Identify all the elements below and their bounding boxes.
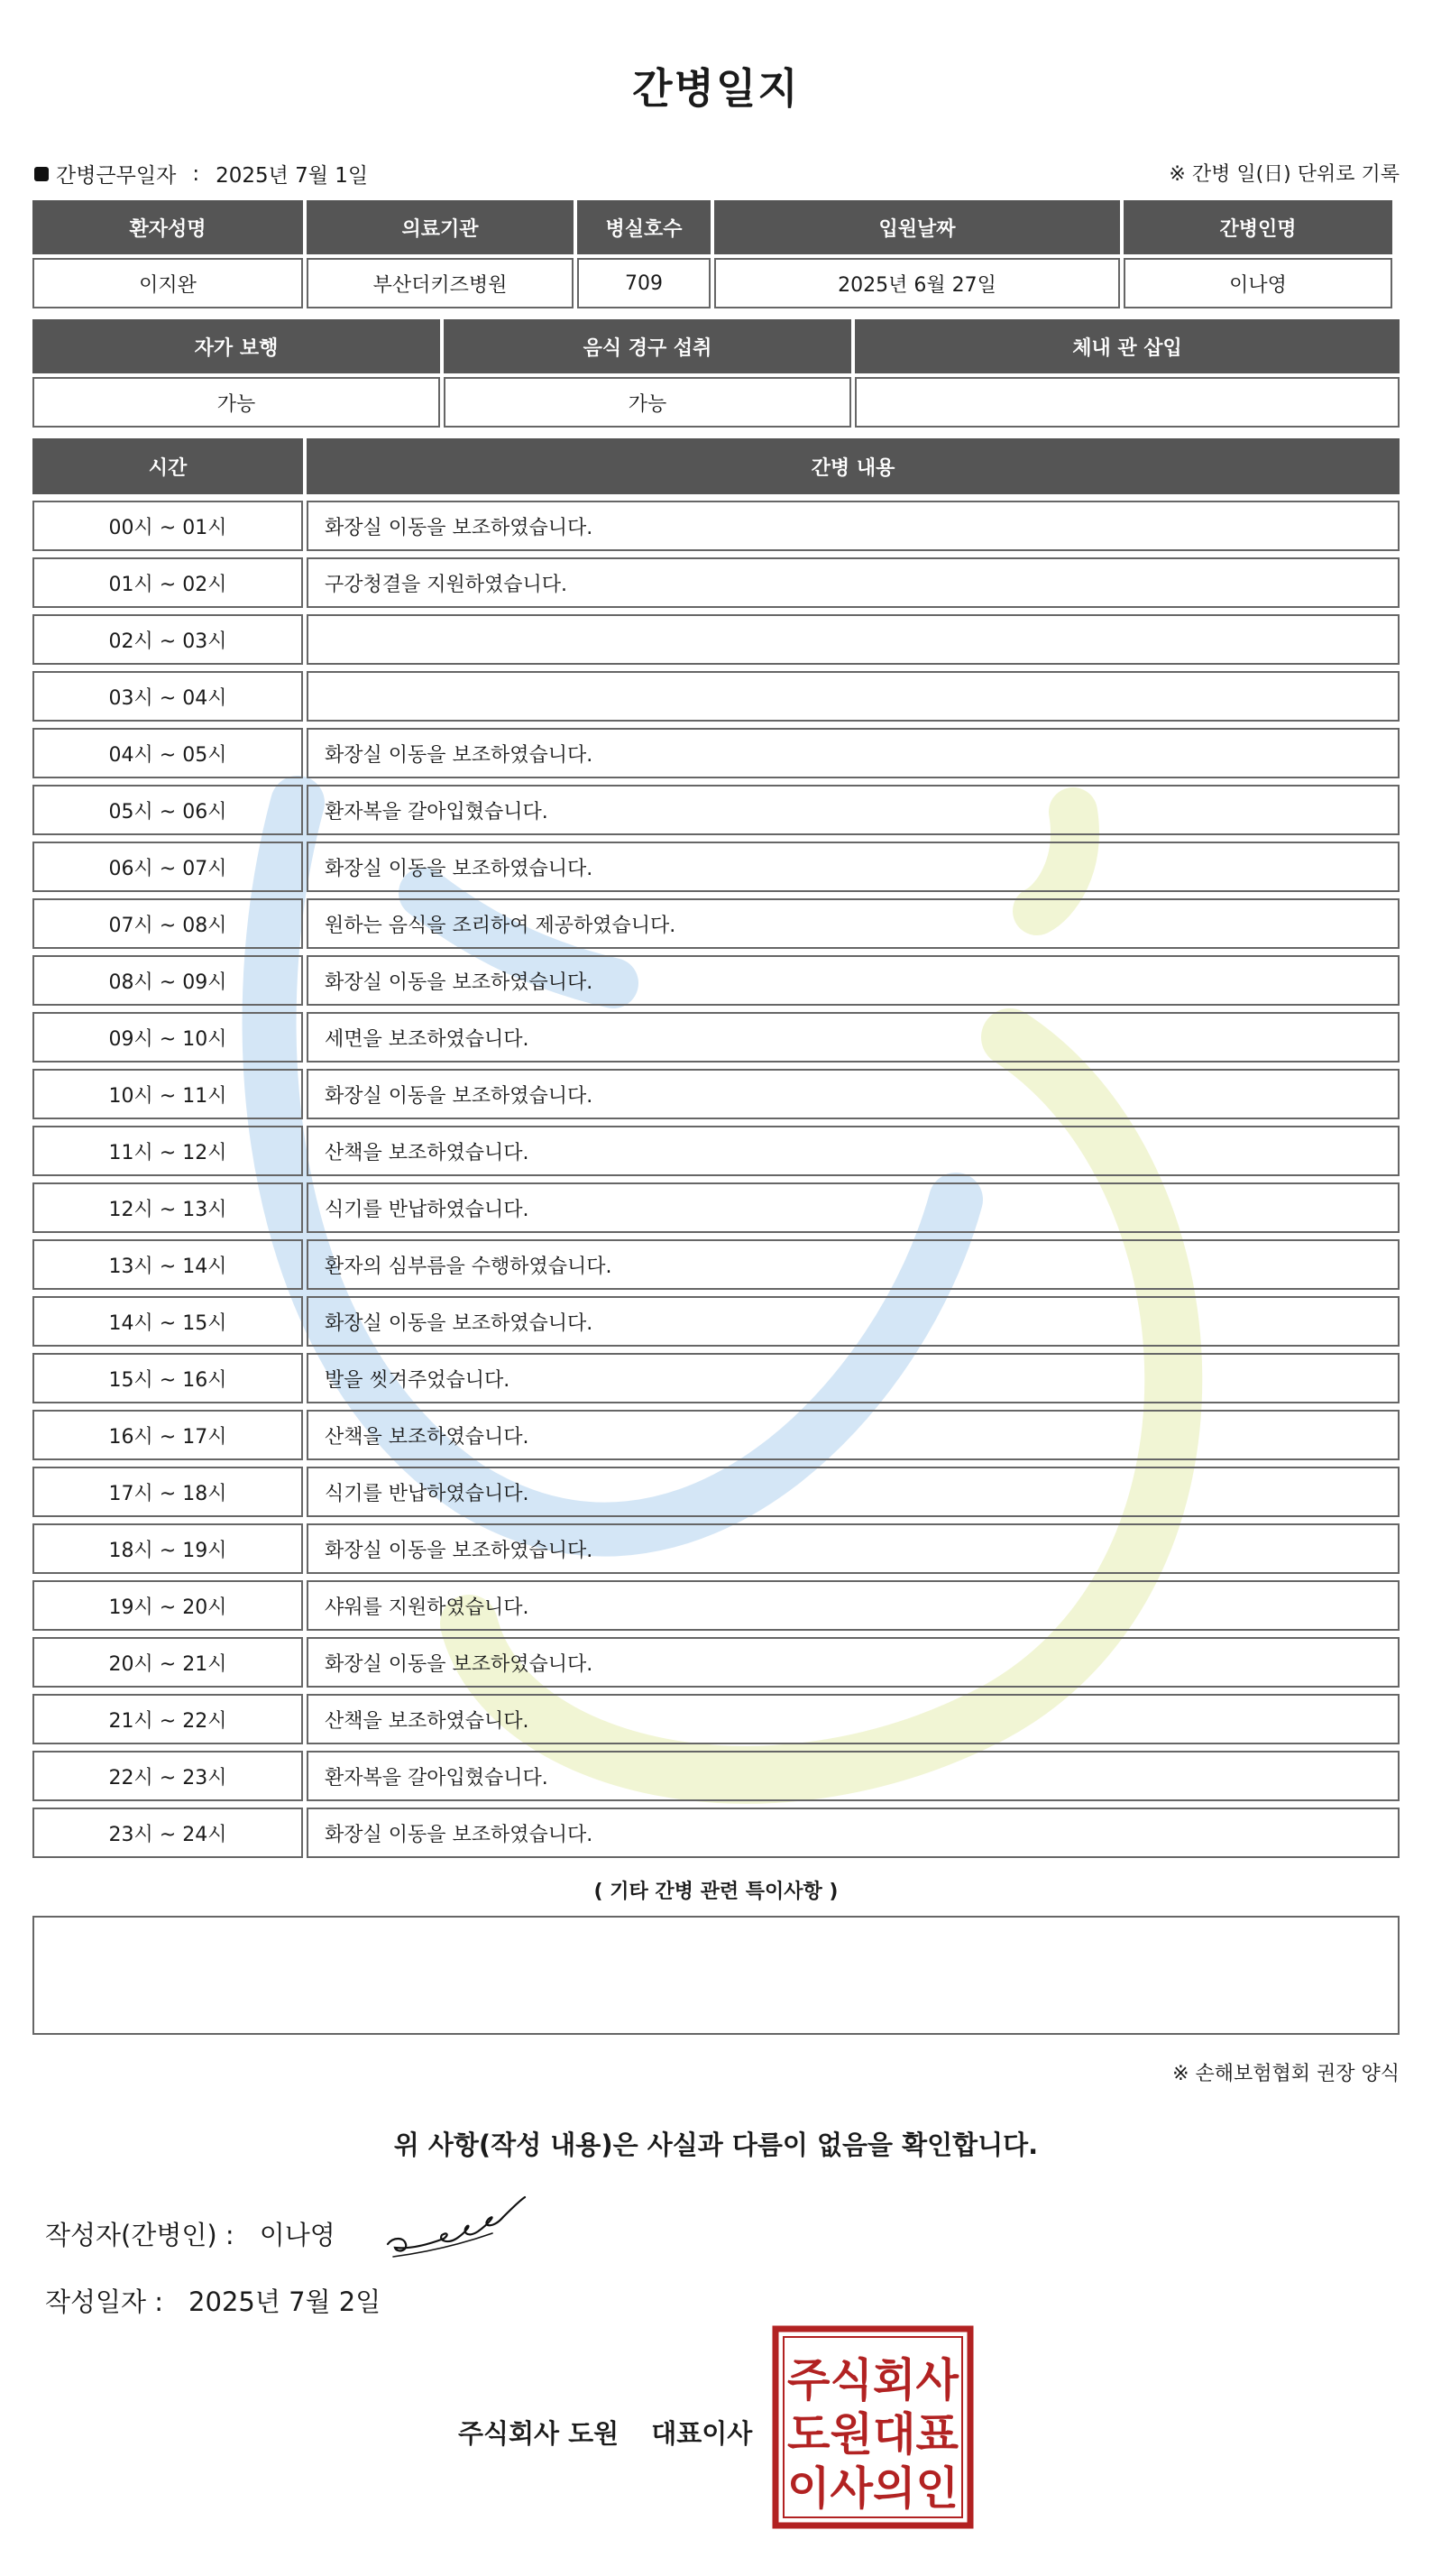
- log-content-cell: 화장실 이동을 보조하였습니다.: [307, 1808, 1400, 1858]
- company-name: 주식회사 도원: [458, 2418, 620, 2449]
- patient-header-caregiver: 간병인명: [1124, 200, 1392, 254]
- patient-table: [32, 200, 1400, 308]
- patient-header-name: 환자성명: [32, 200, 303, 254]
- status-header-oral-intake: 음식 경구 섭취: [444, 319, 851, 373]
- status-walking: 가능: [32, 377, 440, 428]
- log-content-cell: 화장실 이동을 보조하였습니다.: [307, 1296, 1400, 1347]
- work-date: [34, 159, 368, 189]
- seal-line-3: 이사의인: [787, 2462, 959, 2515]
- log-header-content: 간병 내용: [307, 438, 1400, 494]
- log-content-cell: 산책을 보조하였습니다.: [307, 1694, 1400, 1744]
- log-time-cell: 15시 ~ 16시: [32, 1353, 303, 1403]
- special-notes-title: ( 기타 간병 관련 특이사항 ): [593, 1881, 839, 1903]
- form-note: ※ 손해보험협회 권장 양식: [1172, 2063, 1400, 2085]
- log-header-time: 시간: [32, 438, 303, 494]
- log-content-cell: 원하는 음식을 조리하여 제공하였습니다.: [307, 898, 1400, 949]
- writer-label: 작성자(간병인) :: [45, 2220, 234, 2250]
- patient-header-hospital: 의료기관: [307, 200, 574, 254]
- log-content-cell: [307, 671, 1400, 722]
- log-time-cell: 11시 ~ 12시: [32, 1126, 303, 1176]
- page-title: 간병일지: [632, 64, 800, 113]
- log-time-cell: 21시 ~ 22시: [32, 1694, 303, 1744]
- work-date-value: 2025년 7월 1일: [216, 164, 369, 188]
- signature-icon: [384, 2190, 528, 2271]
- company-row: [458, 2414, 752, 2451]
- company-seal-icon: [772, 2325, 974, 2529]
- log-content-cell: 화장실 이동을 보조하였습니다.: [307, 955, 1400, 1006]
- log-content-cell: 식기를 반납하였습니다.: [307, 1182, 1400, 1233]
- record-unit-note: ※ 간병 일(日) 단위로 기록: [1169, 163, 1400, 186]
- log-time-cell: 23시 ~ 24시: [32, 1808, 303, 1858]
- log-time-cell: 18시 ~ 19시: [32, 1523, 303, 1574]
- log-time-cell: 08시 ~ 09시: [32, 955, 303, 1006]
- log-content-cell: 산책을 보조하였습니다.: [307, 1126, 1400, 1176]
- patient-header-room: 병실호수: [577, 200, 711, 254]
- log-content-cell: 화장실 이동을 보조하였습니다.: [307, 728, 1400, 778]
- status-oral-intake: 가능: [444, 377, 851, 428]
- confirm-statement: 위 사항(작성 내용)은 사실과 다름이 없음을 확인합니다.: [393, 2130, 1039, 2160]
- log-time-cell: 10시 ~ 11시: [32, 1069, 303, 1119]
- log-content-cell: 세면을 보조하였습니다.: [307, 1012, 1400, 1063]
- patient-name: 이지완: [32, 258, 303, 308]
- log-content-cell: 화장실 이동을 보조하였습니다.: [307, 501, 1400, 551]
- patient-header-admission: 입원날짜: [714, 200, 1120, 254]
- log-time-cell: 13시 ~ 14시: [32, 1239, 303, 1290]
- log-content-cell: 산책을 보조하였습니다.: [307, 1410, 1400, 1460]
- log-content-cell: [307, 614, 1400, 665]
- special-notes-box: [32, 1916, 1400, 2035]
- room-number: 709: [577, 258, 711, 308]
- status-tube: [855, 377, 1400, 428]
- log-time-cell: 07시 ~ 08시: [32, 898, 303, 949]
- work-date-label: 간병근무일자: [56, 164, 177, 188]
- written-date-row: [45, 2282, 381, 2319]
- status-table: [32, 319, 1400, 428]
- log-time-cell: 17시 ~ 18시: [32, 1467, 303, 1517]
- log-content-cell: 환자복을 갈아입혔습니다.: [307, 1751, 1400, 1801]
- log-content-cell: 환자복을 갈아입혔습니다.: [307, 785, 1400, 835]
- status-header-tube: 체내 관 삽입: [855, 319, 1400, 373]
- log-time-cell: 16시 ~ 17시: [32, 1410, 303, 1460]
- log-time-cell: 14시 ~ 15시: [32, 1296, 303, 1347]
- hospital-name: 부산더키즈병원: [307, 258, 574, 308]
- log-time-cell: 04시 ~ 05시: [32, 728, 303, 778]
- caregiver-name: 이나영: [1124, 258, 1392, 308]
- seal-line-1: 주식회사: [787, 2354, 959, 2406]
- log-content-cell: 환자의 심부름을 수행하였습니다.: [307, 1239, 1400, 1290]
- status-header-walking: 자가 보행: [32, 319, 440, 373]
- log-time-cell: 06시 ~ 07시: [32, 842, 303, 892]
- log-content-cell: 화장실 이동을 보조하였습니다.: [307, 842, 1400, 892]
- log-content-cell: 화장실 이동을 보조하였습니다.: [307, 1069, 1400, 1119]
- log-content-cell: 식기를 반납하였습니다.: [307, 1467, 1400, 1517]
- log-time-cell: 02시 ~ 03시: [32, 614, 303, 665]
- company-rep-title: 대표이사: [651, 2418, 753, 2449]
- log-time-cell: 22시 ~ 23시: [32, 1751, 303, 1801]
- writer-name: 이나영: [259, 2220, 335, 2250]
- log-time-cell: 01시 ~ 02시: [32, 557, 303, 608]
- log-content-cell: 화장실 이동을 보조하였습니다.: [307, 1523, 1400, 1574]
- care-log-table: [32, 438, 1400, 1858]
- log-time-cell: 05시 ~ 06시: [32, 785, 303, 835]
- log-time-cell: 00시 ~ 01시: [32, 501, 303, 551]
- seal-line-2: 도원대표: [787, 2408, 959, 2461]
- log-content-cell: 샤워를 지원하였습니다.: [307, 1580, 1400, 1631]
- log-content-cell: 발을 씻겨주었습니다.: [307, 1353, 1400, 1403]
- log-content-cell: 구강청결을 지원하였습니다.: [307, 557, 1400, 608]
- log-time-cell: 03시 ~ 04시: [32, 671, 303, 722]
- writer-row: [45, 2215, 335, 2252]
- log-time-cell: 12시 ~ 13시: [32, 1182, 303, 1233]
- admission-date: 2025년 6월 27일: [714, 258, 1120, 308]
- log-content-cell: 화장실 이동을 보조하였습니다.: [307, 1637, 1400, 1688]
- work-date-separator: :: [192, 161, 200, 186]
- square-bullet-icon: [34, 167, 49, 181]
- written-date-label: 작성일자 :: [45, 2286, 164, 2317]
- log-time-cell: 20시 ~ 21시: [32, 1637, 303, 1688]
- log-time-cell: 19시 ~ 20시: [32, 1580, 303, 1631]
- log-time-cell: 09시 ~ 10시: [32, 1012, 303, 1063]
- written-date-value: 2025년 7월 2일: [188, 2286, 381, 2317]
